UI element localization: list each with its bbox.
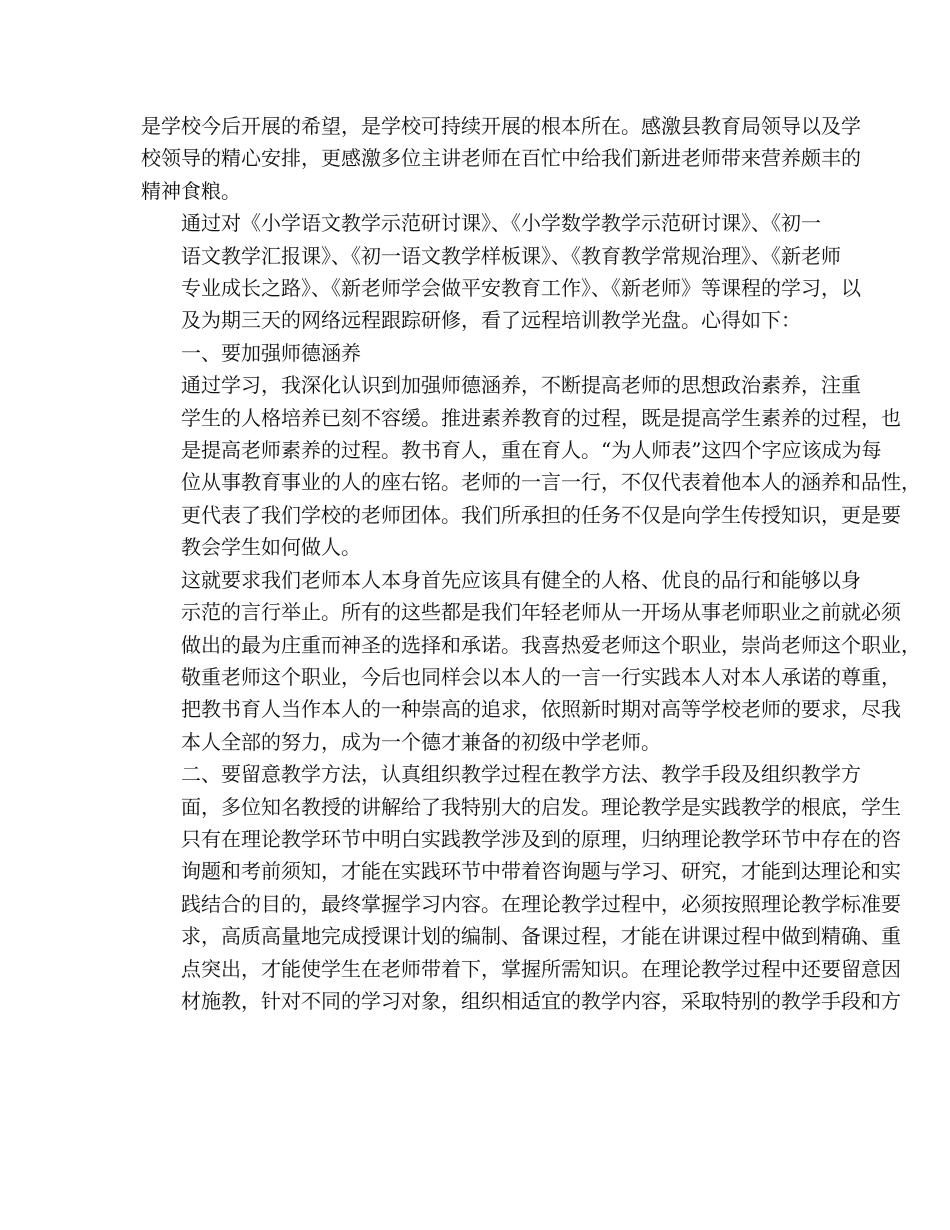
text-line: 示范的言行举止。所有的这些都是我们年轻老师从一开场从事老师职业之前就必须 [181, 600, 901, 625]
text-line: 点突出，才能使学生在老师带着下，掌握所需知识。在理论教学过程中还要留意因 [181, 956, 901, 981]
text-line: 精神食粮。 [141, 178, 241, 203]
text-line: 是提高老师素养的过程。教书育人，重在育人。“为人师表”这四个字应该成为每 [181, 438, 882, 463]
text-line: 敬重老师这个职业，今后也同样会以本人的一言一行实践本人对本人承诺的尊重， [181, 664, 901, 689]
paragraph [141, 369, 921, 563]
document-body [141, 110, 921, 1017]
text-line: 把教书育人当作本人的一种崇高的追求，依照新时期对高等学校老师的要求，尽我 [181, 697, 901, 722]
paragraph [141, 110, 861, 207]
text-line: 询题和考前须知，才能在实践环节中带着咨询题与学习、研究，才能到达理论和实 [181, 859, 901, 884]
text-line: 校领导的精心安排，更感激多位主讲老师在百忙中给我们新进老师带来营养颇丰的 [141, 146, 861, 171]
text-line: 做出的最为庄重而神圣的选择和承诺。我喜热爱老师这个职业，崇尚老师这个职业， [181, 632, 921, 657]
text-line: 是学校今后开展的希望，是学校可持续开展的根本所在。感激县教育局领导以及学 [141, 114, 861, 138]
text-line: 求，高质高量地完成授课计划的编制、备课过程，才能在讲课过程中做到精确、重 [181, 924, 901, 949]
text-line: 这就要求我们老师本人本身首先应该具有健全的人格、优良的品行和能够以身 [181, 567, 861, 592]
paragraph [141, 564, 921, 758]
text-line: 学生的人格培养已刻不容缓。推进素养教育的过程，既是提高学生素养的过程，也 [181, 405, 901, 430]
text-line: 通过学习，我深化认识到加强师德涵养，不断提高老师的思想政治素养，注重 [181, 373, 861, 398]
text-line: 位从事教育事业的人的座右铭。老师的一言一行，不仅代表着他本人的涵养和品性， [181, 470, 921, 495]
text-line: 专业成长之路》、《新老师学会做平安教育工作》、《新老师》等课程的学习，以 [181, 276, 861, 301]
paragraph [141, 207, 861, 337]
text-line: 通过对《小学语文教学示范研讨课》、《小学数学教学示范研讨课》、《初一 [181, 211, 821, 236]
paragraph [141, 337, 819, 369]
paragraph [141, 758, 901, 1017]
text-line: 语文教学汇报课》、《初一语文教学样板课》、《教育教学常规治理》、《新老师 [181, 243, 841, 268]
text-line: 材施教，针对不同的学习对象，组织相适宜的教学内容，采取特别的教学手段和方 [181, 988, 901, 1013]
text-line: 二、要留意教学方法，认真组织教学过程在教学方法、教学手段及组织教学方 [181, 762, 861, 787]
text-line: 面，多位知名教授的讲解给了我特别大的启发。理论教学是实践教学的根底，学生 [181, 794, 901, 819]
text-line: 更代表了我们学校的老师团体。我们所承担的任务不仅是向学生传授知识，更是要 [181, 502, 901, 527]
text-line: 只有在理论教学环节中明白实践教学涉及到的原理，归纳理论教学环节中存在的咨 [181, 826, 901, 851]
text-line: 一、要加强师德涵养 [181, 340, 361, 365]
text-line: 及为期三天的网络远程跟踪研修，看了远程培训教学光盘。心得如下： [181, 308, 801, 333]
text-line: 本人全部的努力，成为一个德才兼备的初级中学老师。 [181, 729, 661, 754]
text-line: 教会学生如何做人。 [181, 535, 361, 560]
text-line: 践结合的目的，最终掌握学习内容。在理论教学过程中，必须按照理论教学标准要 [181, 891, 901, 916]
